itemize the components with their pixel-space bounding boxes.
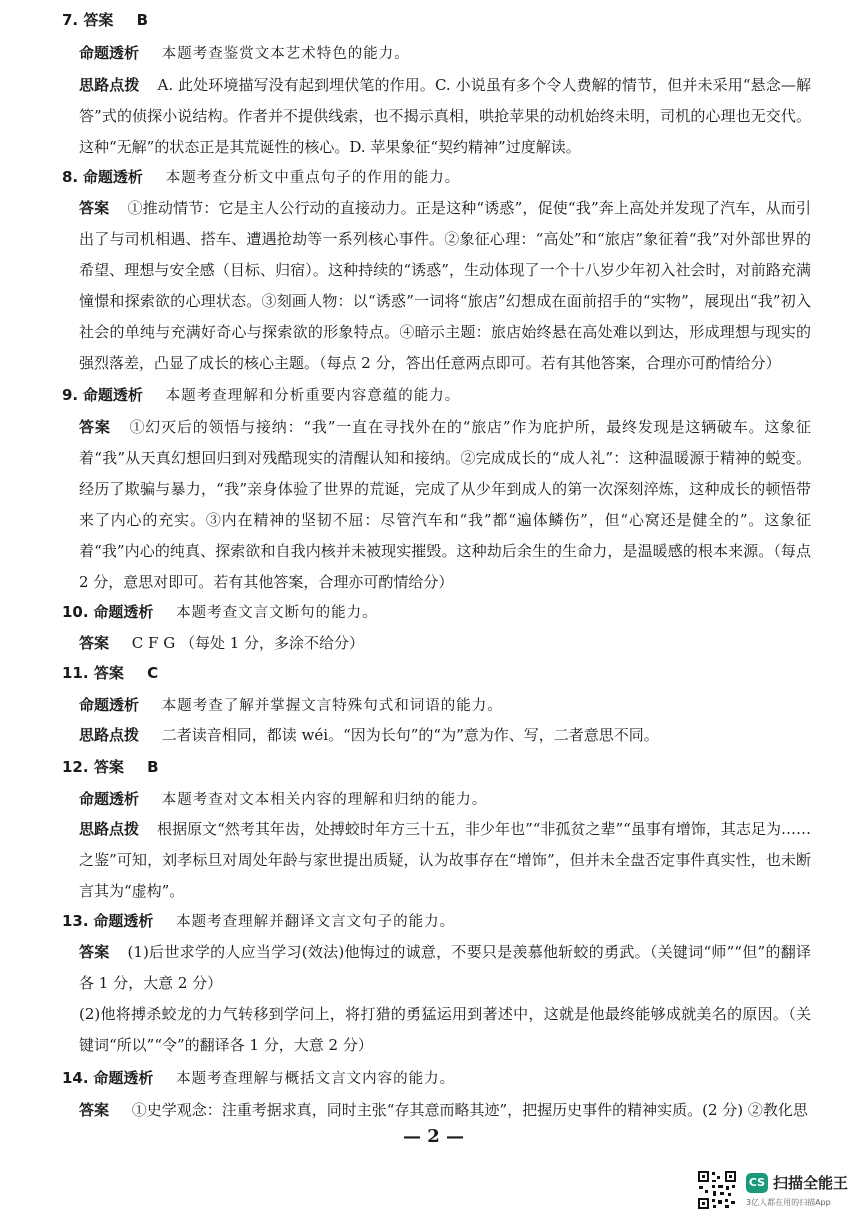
q7-intent <box>79 43 867 64</box>
q12-hint <box>79 814 811 907</box>
q9-answer <box>79 412 811 598</box>
q11-intent-text: 本题考查了解并掌握文言特殊句式和词语的能力。 <box>161 698 503 714</box>
q8-answer-label: 答案 <box>79 199 110 217</box>
q7-hint-text: A. 此处环境描写没有起到埋伏笔的作用。C. 小说虽有多个令人费解的情节，但并未采用“悬念—解答”式的侦探小说结构。作者并不提供线索，也不揭示真相，哄抢苹果的动机始终未明，司机的心理也无交代。这种“无解”的状态正是其荒诞性的核心。D. 苹果象征“契约精神”过度解读。 <box>79 76 811 156</box>
q12-intent <box>79 789 867 810</box>
q11-answer-label: 答案 <box>93 664 124 682</box>
q11-hint-text: 二者读音相同，都读 wéi。“因为长句”的“为”意为作、写，二者意思不同。 <box>161 726 659 744</box>
page-number: — 2 — <box>402 1126 465 1147</box>
q7-answer-value: B <box>136 11 149 29</box>
q10-answer-label: 答案 <box>79 634 110 652</box>
q11-answer-value: C <box>147 664 159 682</box>
q12-header <box>62 757 867 777</box>
q13-intent-label: 命题透析 <box>93 912 154 930</box>
q7-hint-label: 思路点拨 <box>79 76 140 94</box>
q10-answer-text: C F G （每处 1 分，多涂不给分） <box>131 634 365 652</box>
q7-intent-text: 本题考查鉴赏文本艺术特色的能力。 <box>161 46 410 62</box>
q8-answer <box>79 193 811 379</box>
q8-answer-text: ①推动情节：它是主人公行动的直接动力。正是这种“诱惑”，促使“我”奔上高处并发现了汽车，从而引出了与司机相遇、搭车、遭遇抢劫等一系列核心事件。②象征心理：“高处”和“旅店”象征着“我”对外部世界的希望、理想与安全感（目标、归宿）。这种持续的“诱惑”，生动体现了一个十八岁少年初入社会时，对前路充满憧憬和探索欲的心理状态。③刻画人物：以“诱惑”一词将“旅店”幻想成在面前招手的“实物”，展现出“我”初入社会的单纯与充满好奇心与探索欲的形象特点。④暗示主题：旅店始终悬在高处难以到达，形成理想与现实的强烈落差，凸显了成长的核心主题。（每点 2 分，答出任意两点即可。若有其他答案，合理亦可酌情给分） <box>79 199 811 372</box>
q14-answer-text: ①史学观念：注重考据求真，同时主张“存其意而略其迹”，把握历史事件的精神实质。(2 分) ②教化思 <box>131 1101 808 1119</box>
q9-answer-label: 答案 <box>79 418 111 436</box>
q13-answer-2 <box>79 999 811 1061</box>
q12-intent-text: 本题考查对文本相关内容的理解和归纳的能力。 <box>161 792 488 808</box>
q7-hint <box>79 70 811 163</box>
camscanner-tagline: 3亿人都在用的扫描App <box>746 1198 831 1207</box>
q12-hint-text: 根据原文“然考其年齿，处搏蛟时年方三十五，非少年也”“非孤贫之辈”“虽事有增饰，其志足为……之鉴”可知，刘孝标旦对周处年龄与家世提出质疑，认为故事存在“增饰”，但并未全盘否定事件真实性，也未断言其为“虚构”。 <box>79 820 811 900</box>
q13-answer-label: 答案 <box>79 943 110 961</box>
qr-code-icon <box>697 1170 737 1210</box>
q13-header <box>62 911 867 932</box>
q10-header <box>62 602 867 623</box>
q11-hint <box>79 725 867 745</box>
q14-header <box>62 1068 867 1089</box>
q14-number: 14. <box>62 1069 89 1087</box>
q11-number: 11. <box>62 664 89 682</box>
q11-intent-label: 命题透析 <box>79 696 140 714</box>
camscanner-logo: CS <box>746 1173 768 1193</box>
q9-intent-text: 本题考查理解和分析重要内容意蕴的能力。 <box>165 388 461 404</box>
q7-intent-label: 命题透析 <box>79 44 140 62</box>
q11-hint-label: 思路点拨 <box>79 726 140 744</box>
q10-answer <box>79 633 867 653</box>
q8-intent-text: 本题考查分析文中重点句子的作用的能力。 <box>165 170 461 186</box>
camscanner-name: 扫描全能王 <box>773 1174 849 1192</box>
q14-intent-label: 命题透析 <box>93 1069 154 1087</box>
q9-answer-text: ①幻灭后的领悟与接纳：“我”一直在寻找外在的“旅店”作为庇护所，最终发现是这辆破车。这象征着“我”从天真幻想回归到对残酷现实的清醒认知和接纳。②完成成长的“成人礼”：这种温暖源于精神的蜕变。经历了欺骗与暴力，“我”亲身体验了世界的荒诞，完成了从少年到成人的第一次深刻淬炼，这种成长的顿悟带来了内心的充实。③内在精神的坚韧不屈：尽管汽车和“我”都“遍体鳞伤”，但“心窝还是健全的”。这象征着“我”内心的纯真、探索欲和自我内核并未被现实摧毁。这种劫后余生的生命力，是温暖感的根本来源。（每点 2 分，意思对即可。若有其他答案，合理亦可酌情给分） <box>79 418 811 591</box>
q11-header <box>62 663 867 683</box>
q7-answer-label: 答案 <box>83 11 114 29</box>
q12-hint-label: 思路点拨 <box>79 820 140 838</box>
q13-answer-1 <box>79 937 811 999</box>
q12-answer-label: 答案 <box>93 758 124 776</box>
q14-answer <box>79 1100 867 1120</box>
q10-intent-text: 本题考查文言文断句的能力。 <box>176 605 378 621</box>
q14-intent-text: 本题考查理解与概括文言文内容的能力。 <box>176 1071 456 1087</box>
q13-answer-1-text: (1)后世求学的人应当学习(效法)他悔过的诚意，不要只是羡慕他斩蛟的勇武。（关键词“师”“但”的翻译各 1 分，大意 2 分） <box>79 943 811 992</box>
q9-number: 9. <box>62 386 79 404</box>
q8-intent-label: 命题透析 <box>82 168 143 186</box>
q13-intent-text: 本题考查理解并翻译文言文句子的能力。 <box>176 914 456 930</box>
q7-header <box>62 10 867 30</box>
q12-answer-value: B <box>147 758 159 776</box>
q10-number: 10. <box>62 603 89 621</box>
q8-header <box>62 167 867 188</box>
q8-number: 8. <box>62 168 79 186</box>
q12-number: 12. <box>62 758 89 776</box>
q9-header <box>62 385 867 406</box>
q11-intent <box>79 695 867 716</box>
q13-number: 13. <box>62 912 89 930</box>
q13-answer-2-text: (2)他将搏杀蛟龙的力气转移到学问上，将打猎的勇猛运用到著述中，这就是他最终能够成就美名的原因。（关键词“所以”“令”的翻译各 1 分，大意 2 分） <box>79 1005 811 1054</box>
q7-number: 7. <box>62 11 79 29</box>
q12-intent-label: 命题透析 <box>79 790 140 808</box>
q9-intent-label: 命题透析 <box>82 386 143 404</box>
q10-intent-label: 命题透析 <box>93 603 154 621</box>
q14-answer-label: 答案 <box>79 1101 110 1119</box>
